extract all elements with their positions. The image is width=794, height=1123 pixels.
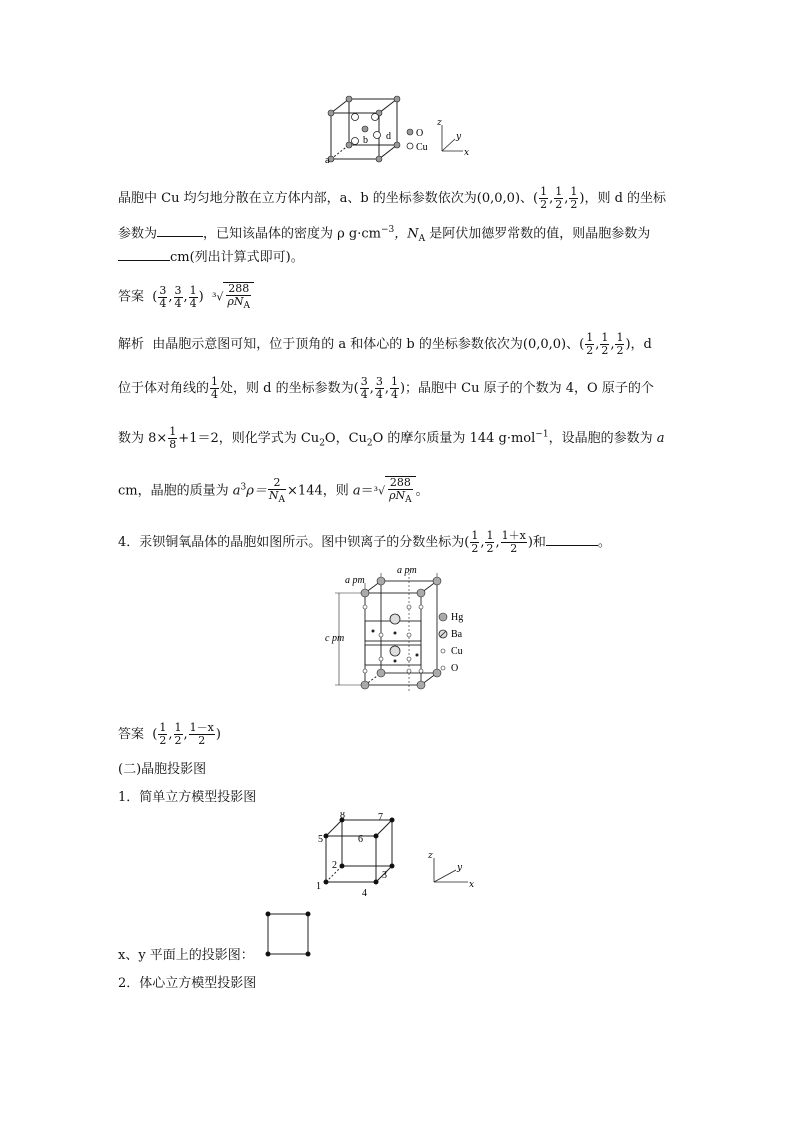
axis-x: x [469, 880, 475, 890]
cube-label-8: 8 [340, 812, 345, 821]
section-item2: 2．体心立方模型投影图 [118, 976, 257, 991]
answer-label: 答案 [118, 289, 145, 305]
xy-projection-square [262, 908, 314, 960]
q3-line1: 晶胞中 Cu 均匀地分散在立方体内部，a、b 的坐标参数依次为(0,0,0)、( $\frac{1}{2}$ , $\frac{1}{2}$ , $\frac{1}{2}$ )，则 d 的坐标 [118, 185, 667, 211]
legend-O: O [451, 663, 459, 674]
hg-ba-cu-o-unit-cell-figure [325, 563, 485, 693]
cu2o-unit-cell-figure [325, 95, 475, 165]
label-c-pm: c pm [325, 633, 345, 644]
cube-label-4: 4 [362, 888, 367, 899]
cube-label-6: 6 [358, 834, 363, 845]
q3-jiexi-line1: 解析 由晶胞示意图可知，位于顶角的 a 和体心的 b 的坐标参数依次为(0,0,0)、( $\frac{1}{2}$ , $\frac{1}{2}$ , $\frac{1}{2}$ )，d [118, 331, 652, 357]
legend-Cu: Cu [416, 142, 428, 153]
label-b: b [363, 135, 368, 146]
axis-x: x [464, 148, 470, 158]
q3-answer: 答案 ( $\frac{3}{4}$ , $\frac{3}{4}$ , $\frac{1}{4}$ ) ³√ $\frac{288}{\rho N_A}$ [118, 282, 680, 312]
section-item1: 1．简单立方模型投影图 [118, 790, 257, 805]
q4-question: 4．汞钡铜氧晶体的晶胞如图所示。图中钡离子的分数坐标为( $\frac{1}{2}$ , $\frac{1}{2}$ , $\frac{1+x}{2}$ )和 。 [118, 529, 611, 555]
axis-y: y [457, 863, 463, 873]
q3-jiexi-line4: cm，晶胞的质量为 $a^3\rho=$ $\frac{2}{N_A}$ ×144，则 a＝³√ $\frac{288}{\rho N_A}$ 。 [118, 475, 429, 506]
simple-cubic-figure [312, 812, 482, 902]
cube-label-3: 3 [382, 870, 387, 881]
label-a: a [325, 155, 330, 165]
q3-jiexi-line3: 数为 8× $\frac{1}{8}$ +1＝2，则化学式为 $Cu_2O$，$Cu_2O$ 的摩尔质量为 144 g·mol$^{-1}$，设晶胞的参数为 a [118, 425, 665, 451]
q3-jiexi-line2: 位于体对角线的 $\frac{1}{4}$ 处，则 d 的坐标参数为( $\frac{3}{4}$ , $\frac{3}{4}$ , $\frac{1}{4}$ )；晶胞中 Cu 原子的个数为 4，O 原子的个 [118, 375, 654, 401]
legend-Ba: Ba [451, 629, 463, 640]
projection-caption: x、y 平面上的投影图： [118, 948, 254, 963]
q3-line2: 参数为 ，已知该晶体的密度为 ρ $g\cdot cm^{-3}$，$N_A$ 是阿伏加德罗常数的值，则晶胞参数为 [118, 225, 651, 244]
q3-line3: cm(列出计算式即可)。 [118, 250, 680, 266]
legend-O: O [416, 128, 424, 139]
legend-Cu: Cu [451, 646, 463, 657]
q4-answer: 答案 ( $\frac{1}{2}$ , $\frac{1}{2}$ , $\frac{1-x}{2}$ ) [118, 721, 221, 747]
cube-label-5: 5 [318, 834, 323, 845]
axis-z: z [437, 118, 442, 128]
axis-z: z [428, 851, 433, 861]
cube-label-2: 2 [332, 860, 337, 871]
jiexi-label: 解析 [118, 337, 145, 352]
axis-y: y [456, 132, 462, 142]
label-a-pm-top: a pm [397, 565, 417, 576]
cube-label-7: 7 [378, 812, 383, 823]
label-a-pm-left: a pm [345, 575, 365, 586]
label-d: d [386, 131, 391, 142]
section-heading: (二)晶胞投影图 [118, 762, 207, 777]
cube-label-1: 1 [316, 881, 321, 892]
legend-Hg: Hg [451, 612, 464, 623]
